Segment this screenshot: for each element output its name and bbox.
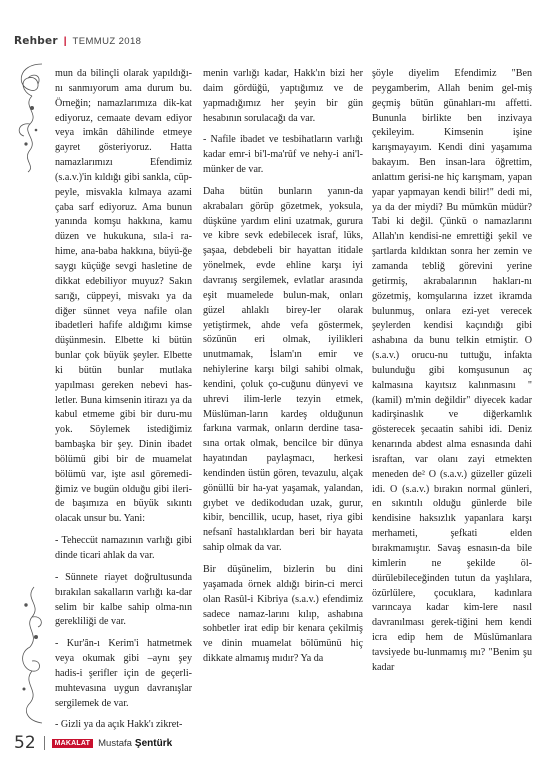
author-first-name: Mustafa	[98, 737, 132, 749]
paragraph: - Sünnete riayet doğrultusunda bırakılan sakalların varlığı ka-dar selim bir kalbe sahip olma-nın gerekliliği de var.	[55, 571, 192, 628]
section-badge: MAKALAT	[52, 739, 93, 748]
paragraph: - Gizli ya da açık Hakk'ı zikret-	[55, 719, 183, 731]
issue-date: TEMMUZ 2018	[72, 35, 142, 47]
paragraph: Bir düşünelim, bizlerin bu dini yaşamada örnek aldığı birin-ci merci olan Rasûl-i Kibriya (s.a.v.) efendimiz sadece namaz-larını kılıp, ashabına sohbetler irat edip bir kenara çekilmiş ve dinin muamelat bölümünü hiç dikkate almamış mıdır? Ya da	[203, 564, 363, 665]
paragraph: şöyle diyelim Efendimiz "Ben peygamberim, Allah benim gel-miş geçmiş bütün günahları-mı affetti. Bununla birlikte ben inzivaya çekileyim. Kimsenin işine karışmayayım. Kendi dini yaşamıma bakayım. Ben insan-lara öğrettim, anlattım gerisi-ne hiç karışmam, yapan yapar yapmayan kendi bilir!" dedi mi, ya da der miydi? Bu mümkün müdür? Tabi ki değil. Çünkü o namazlarını Allah'ın kendisi-ne emrettiği şekil ve şartlarda kıldıktan sonra her zemin ve zamanda tebliğ görevini yerine getirmiş, akrabalarının hakları-nı gözetmiş, komşularına izzet ikramda bulunmuş, onlara ezi-yet verecek şeylerden kendisi kaçındığı gibi ashabına da bunu telkin etmiştir. O (s.a.v.) orucu-nu tuttuğu, infakta bulunduğu gibi komşusunun aç kalmasına kayıtsız kalınmasını "(kamil) m'min değildir" diyecek kadar kadirşinaslık ve diğerkamlık gösterecek şecaatin sahibi idi. Deniz kenarında abdest alma esnasında dahi israftan, var olanı zayi etmekten meneden de² O (s.a.v.) güzeller güzeli idi. O (s.a.v.) bırakın normal günleri, en sıkıntılı olduğu günlerde bile kendisine haksızlık yapanlara karşı merhameti, şefkati elden bırakmamıştır. Savaş esnasın-da bile kimlerin ne şekilde öl-dürülebileceğinden tutun da yaşlılara, özürlülere, çocuklara, kadınlara varıncaya kadar kim-lere nasıl davranılması gerek-tiğini hem kendi icra edip hem de Müslümanlara tavsiyede bu-lunmamış mı? "Benim şu kadar	[372, 68, 532, 673]
paragraph: mun da bilinçli olarak yapıldığı-nı sanmıyorum ama durum bu. Örneğin; namazlarımıza dik-kat ediyoruz, cemaate devam ediyor veya imkân dâhilinde etmeye gayret gösteriyoruz. Hatta namazlarımızı Efendimiz (s.a.v.)'in kıldığı gibi sankla, cüp-peyle, misvakla kılmaya azami çaba sarf ediyoruz. Ama bunun yanında komşu hakkına, kamu düzen ve hukukuna, sıla-i ra-hime, ana-baba hakkına, büyü-ğe saygı küçüğe sevgi hasletine de dikkat edebiliyor muyuz? Sakın sarığı, cüppeyi, misvakı ya da diğer sünnet veya nafile olan ibadetleri hafife aldığımı kimse düşünmesin. Elbette ki bütün bunlar çok büyük şeyler. Elbette ki bütün bunlar mutlaka yapılması gereken nebevi has-letler. Buna kimsenin itirazı ya da kabul etmeme gibi bir duru-mu yok. Söylemek istediğimiz bambaşka bir şey. Dinin ibadet bölümü gibi bir de muamelat bölümü var, işte asıl göremedi-ğimiz ve bugün olduğu gibi ileri-de başımıza en büyük sıkıntı olacak unsur bu. Yani:	[55, 68, 192, 525]
floral-ornament-top-icon	[12, 62, 50, 174]
paragraph: Daha bütün bunların yanın-da akrabaları görüp gözetmek, yoksula, düşküne yardım elini uzatmak, gurura ve kibre sevk edebilecek israf, lüks, şaşaa, debdebeli bir hayattan itidale yönelmek, evde ehline karşı iyi davranış sergilemek, evlatlar arasında eşit muamelede bulun-mak, onları güzel ahlaklı birey-ler olarak yetiştirmek, ahde vefa göstermek, sözünün eri olmak, iyilikleri unutmamak, İslam'ın emir ve nehiylerine karşı bilgi sahibi olmak, kendini, çoluk ço-cuğunu dünyevi ve uhrevi ilim-lerle tezyin etmek, Müslüman-ların kardeş olduğunun farkına varmak, onların derdine tasa-sına ortak olmak, bencilce bir dünya hayatından paylaşmacı, herkesi kendinden üstün gören, tevazulu, alçak gönüllü bir ha-yat yaşamak, yalandan, gıybet ve dedikodudan uzak, gurur, kibir, bencillik, ucup, haset, riya gibi nefsanî hastalıklardan beri bir hayata sahip olmak da var.	[203, 185, 363, 554]
text-column-1	[55, 67, 192, 740]
text-column-3	[372, 67, 532, 683]
footer-divider	[44, 736, 45, 750]
paragraph: - Kur'ân-ı Kerim'i hatmetmek veya okumak gibi –aynı şey hadis-i şerifler için de geçerli-muhtevasına uygun davranışlar sergilemek de var.	[55, 638, 192, 709]
paragraph: menin varlığı kadar, Hakk'ın bizi her daim gördüğü, yaptığımız ve de yapmadığımız her şeyin bir gün hesabının sorulacağı da var.	[203, 68, 363, 124]
magazine-brand: Rehber	[14, 35, 58, 47]
author-last-name: Şentürk	[134, 737, 173, 749]
floral-ornament-bottom-icon	[12, 585, 50, 725]
text-column-2	[203, 67, 363, 674]
page-number: 52	[14, 733, 36, 753]
magazine-header	[14, 34, 141, 48]
page-footer	[14, 733, 172, 753]
paragraph: - Nafile ibadet ve tesbihatların varlığı kadar emr-i bi'l-ma'rûf ve nehy-i ani'l-münker de var.	[203, 134, 363, 176]
header-separator: |	[63, 35, 67, 47]
paragraph: - Teheccüt namazının varlığı gibi dinde ticari ahlak da var.	[55, 535, 192, 561]
